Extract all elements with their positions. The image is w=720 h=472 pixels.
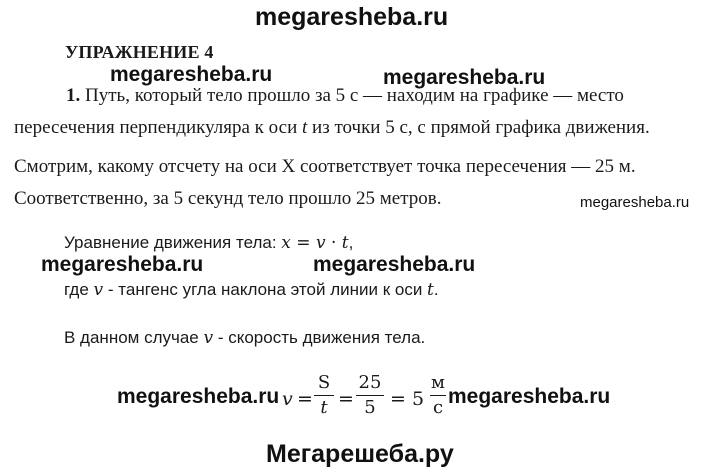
watermark: megaresheba.ru xyxy=(383,66,546,89)
denominator: t xyxy=(320,397,328,418)
paragraph-line xyxy=(66,86,624,105)
watermark: megaresheba.ru xyxy=(313,253,476,276)
text-run: Путь, который тело прошло за 5 с — находим на графике — место xyxy=(85,85,624,106)
text-run: - тангенс угла наклона этой линии к оси xyxy=(103,280,428,299)
text-run: . xyxy=(433,280,439,299)
numerator: 25 xyxy=(358,372,382,393)
tangent-line xyxy=(64,280,439,300)
equals-sign: = xyxy=(290,233,316,253)
fraction-s-over-t xyxy=(314,372,334,419)
watermark: megaresheba.ru xyxy=(580,194,690,211)
unit-denominator: с xyxy=(432,397,444,418)
fraction-bar xyxy=(314,395,334,396)
text-run: Уравнение движения тела: xyxy=(64,233,282,252)
watermark: megaresheba.ru xyxy=(117,385,280,408)
numerator: S xyxy=(317,372,331,393)
paragraph-line: Смотрим, какому отсчету на оси X соответствует точка пересечения — 25 м. xyxy=(14,156,636,177)
unit-numerator: м xyxy=(430,372,445,393)
variable-t: t xyxy=(341,233,349,253)
formula-lhs: v xyxy=(282,388,293,410)
variable-x: x xyxy=(281,233,291,253)
fraction-bar xyxy=(430,395,446,396)
paragraph-line: Соответственно, за 5 секунд тело прошло 25 метров. xyxy=(14,188,442,209)
equals-sign: = xyxy=(338,388,354,410)
speed-line xyxy=(64,328,425,348)
variable-v: v xyxy=(315,233,326,253)
variable-v: v xyxy=(93,280,104,300)
denominator: 5 xyxy=(364,397,376,418)
watermark: megaresheba.ru xyxy=(448,385,611,408)
watermark: megaresheba.ru xyxy=(110,63,273,86)
paragraph-line xyxy=(14,118,650,137)
exercise-heading: УПРАЖНЕНИЕ 4 xyxy=(65,42,214,62)
variable-t: t xyxy=(427,280,434,300)
text-run: В данном случае xyxy=(64,328,204,347)
text-run: , xyxy=(348,233,354,252)
text-run: где xyxy=(64,280,94,299)
watermark: megaresheba.ru xyxy=(41,253,204,276)
formula-result: = 5 xyxy=(390,388,425,410)
equation-line xyxy=(64,233,353,253)
watermark-bottom: Мегарешеба.ру xyxy=(266,440,454,468)
text-run: пересечения перпендикуляра к оси xyxy=(14,117,302,138)
fraction-bar xyxy=(356,395,384,396)
item-number: 1. xyxy=(66,85,81,106)
watermark-top: megaresheba.ru xyxy=(255,3,449,31)
unit-fraction xyxy=(430,372,446,419)
variable-t: t xyxy=(302,117,308,138)
fraction-25-over-5 xyxy=(356,372,384,419)
variable-v: v xyxy=(203,328,214,348)
text-run: из точки 5 с, с прямой графика движения. xyxy=(307,117,650,138)
dot-operator: · xyxy=(325,233,342,253)
text-run: - скорость движения тела. xyxy=(213,328,426,347)
equals-sign: = xyxy=(297,388,313,410)
